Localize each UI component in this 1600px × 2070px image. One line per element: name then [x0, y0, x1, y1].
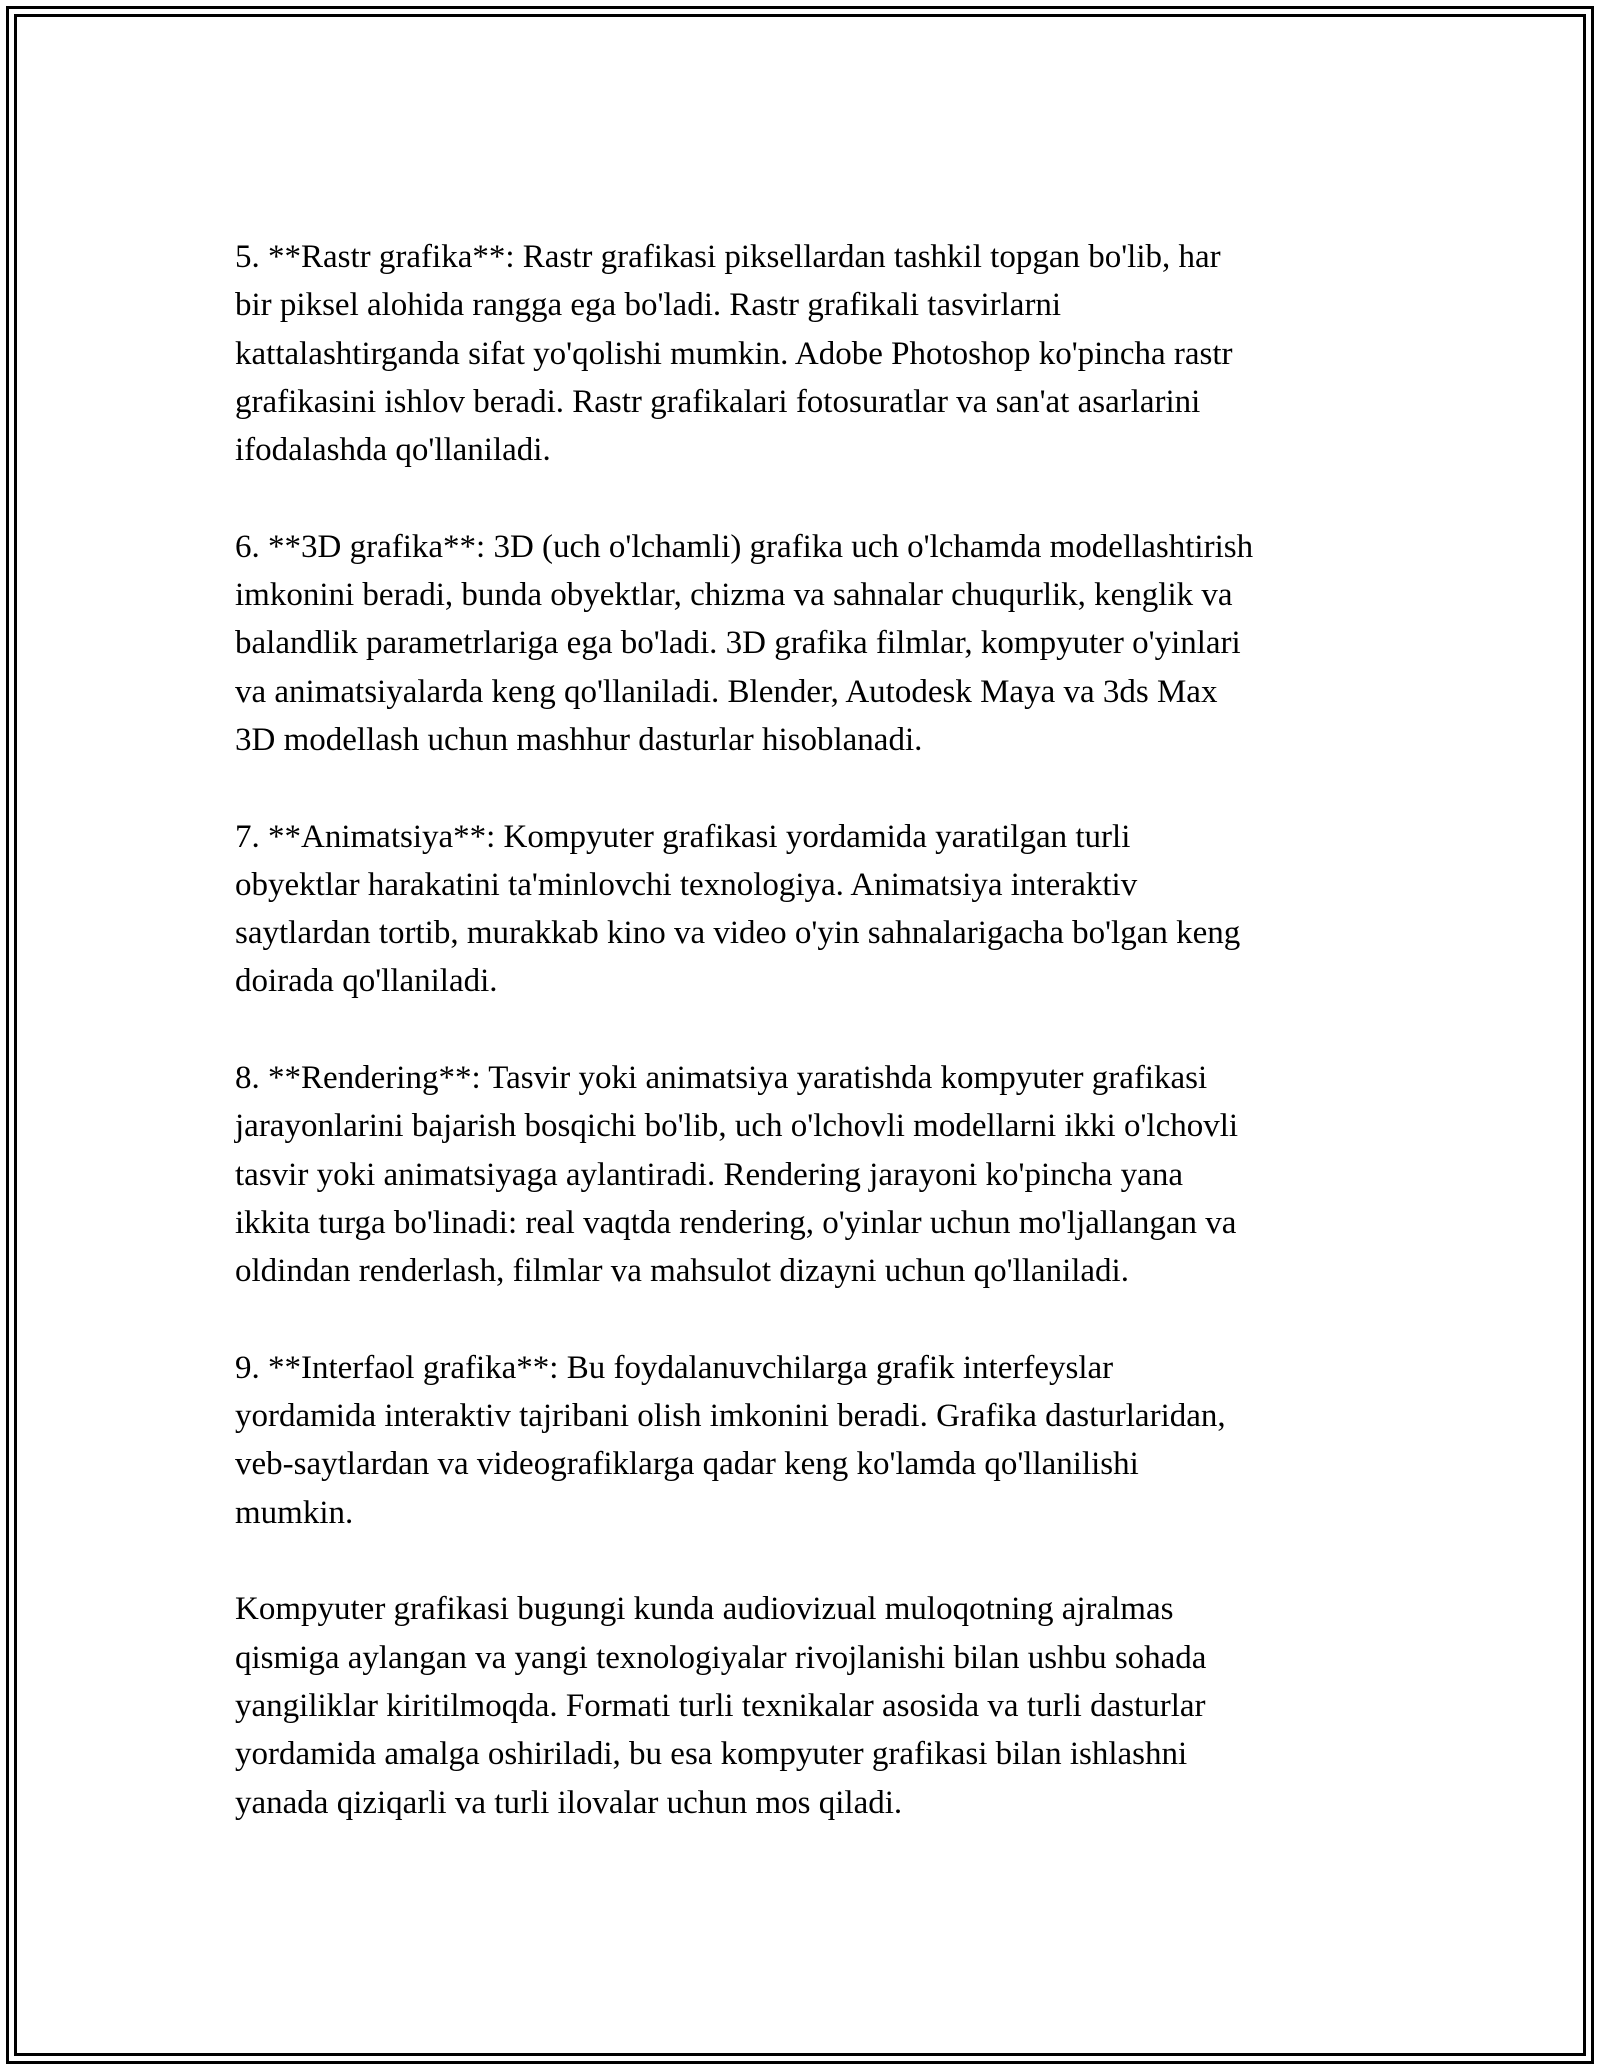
- paragraph-rastr-grafika: 5. **Rastr grafika**: Rastr grafikasi piksellardan tashkil topgan bo'lib, har bir piksel alohida rangga ega bo'ladi. Rastr grafikali tasvirlarni kattalashtirganda sifat yo'qolishi mumkin. Adobe Photoshop ko'pincha rastr grafikasini ishlov beradi. Rastr grafikalari fotosuratlar va san'at asarlarini ifodalashda qo'llaniladi.: [235, 239, 1233, 469]
- paragraph-rendering: 8. **Rendering**: Tasvir yoki animatsiya yaratishda kompyuter grafikasi jarayonlarini bajarish bosqichi bo'lib, uch o'lchovli modellarni ikki o'lchovli tasvir yoki animatsiyaga aylantiradi. Rendering jarayoni ko'pincha yana ikkita turga bo'linadi: real vaqtda rendering, o'yinlar uchun mo'ljallangan va oldindan renderlash, filmlar va mahsulot dizayni uchun qo'llaniladi.: [235, 1060, 1239, 1290]
- paragraph-animatsiya: 7. **Animatsiya**: Kompyuter grafikasi yordamida yaratilgan turli obyektlar harakatini ta'minlovchi texnologiya. Animatsiya interaktiv saytlardan tortib, murakkab kino va video o'yin sahnalarigacha bo'lgan keng doirada qo'llaniladi.: [235, 818, 1241, 1000]
- paragraph-interfaol-grafika: 9. **Interfaol grafika**: Bu foydalanuvchilarga grafik interfeyslar yordamida interaktiv tajribani olish imkonini beradi. Grafika dasturlaridan, veb-saytlardan va videografiklarga qadar keng ko'lamda qo'llanilishi mumkin.: [235, 1349, 1226, 1531]
- paragraph-conclusion: Kompyuter grafikasi bugungi kunda audiovizual muloqotning ajralmas qismiga aylangan va yangi texnologiyalar rivojlanishi bilan ushbu sohada yangiliklar kiritilmoqda. Formati turli texnikalar asosida va turli dasturlar yordamida amalga oshiriladi, bu esa kompyuter grafikasi bilan ishlashni yanada qiziqarli va turli ilovalar uchun mos qiladi.: [235, 1591, 1207, 1821]
- document-body: [235, 233, 1385, 1827]
- paragraph-3d-grafika: 6. **3D grafika**: 3D (uch o'lchamli) grafika uch o'lchamda modellashtirish imkonini beradi, bunda obyektlar, chizma va sahnalar chuqurlik, kenglik va balandlik parametrlariga ega bo'ladi. 3D grafika filmlar, kompyuter o'yinlari va animatsiyalarda keng qo'llaniladi. Blender, Autodesk Maya va 3ds Max 3D modellash uchun mashhur dasturlar hisoblanadi.: [235, 528, 1254, 758]
